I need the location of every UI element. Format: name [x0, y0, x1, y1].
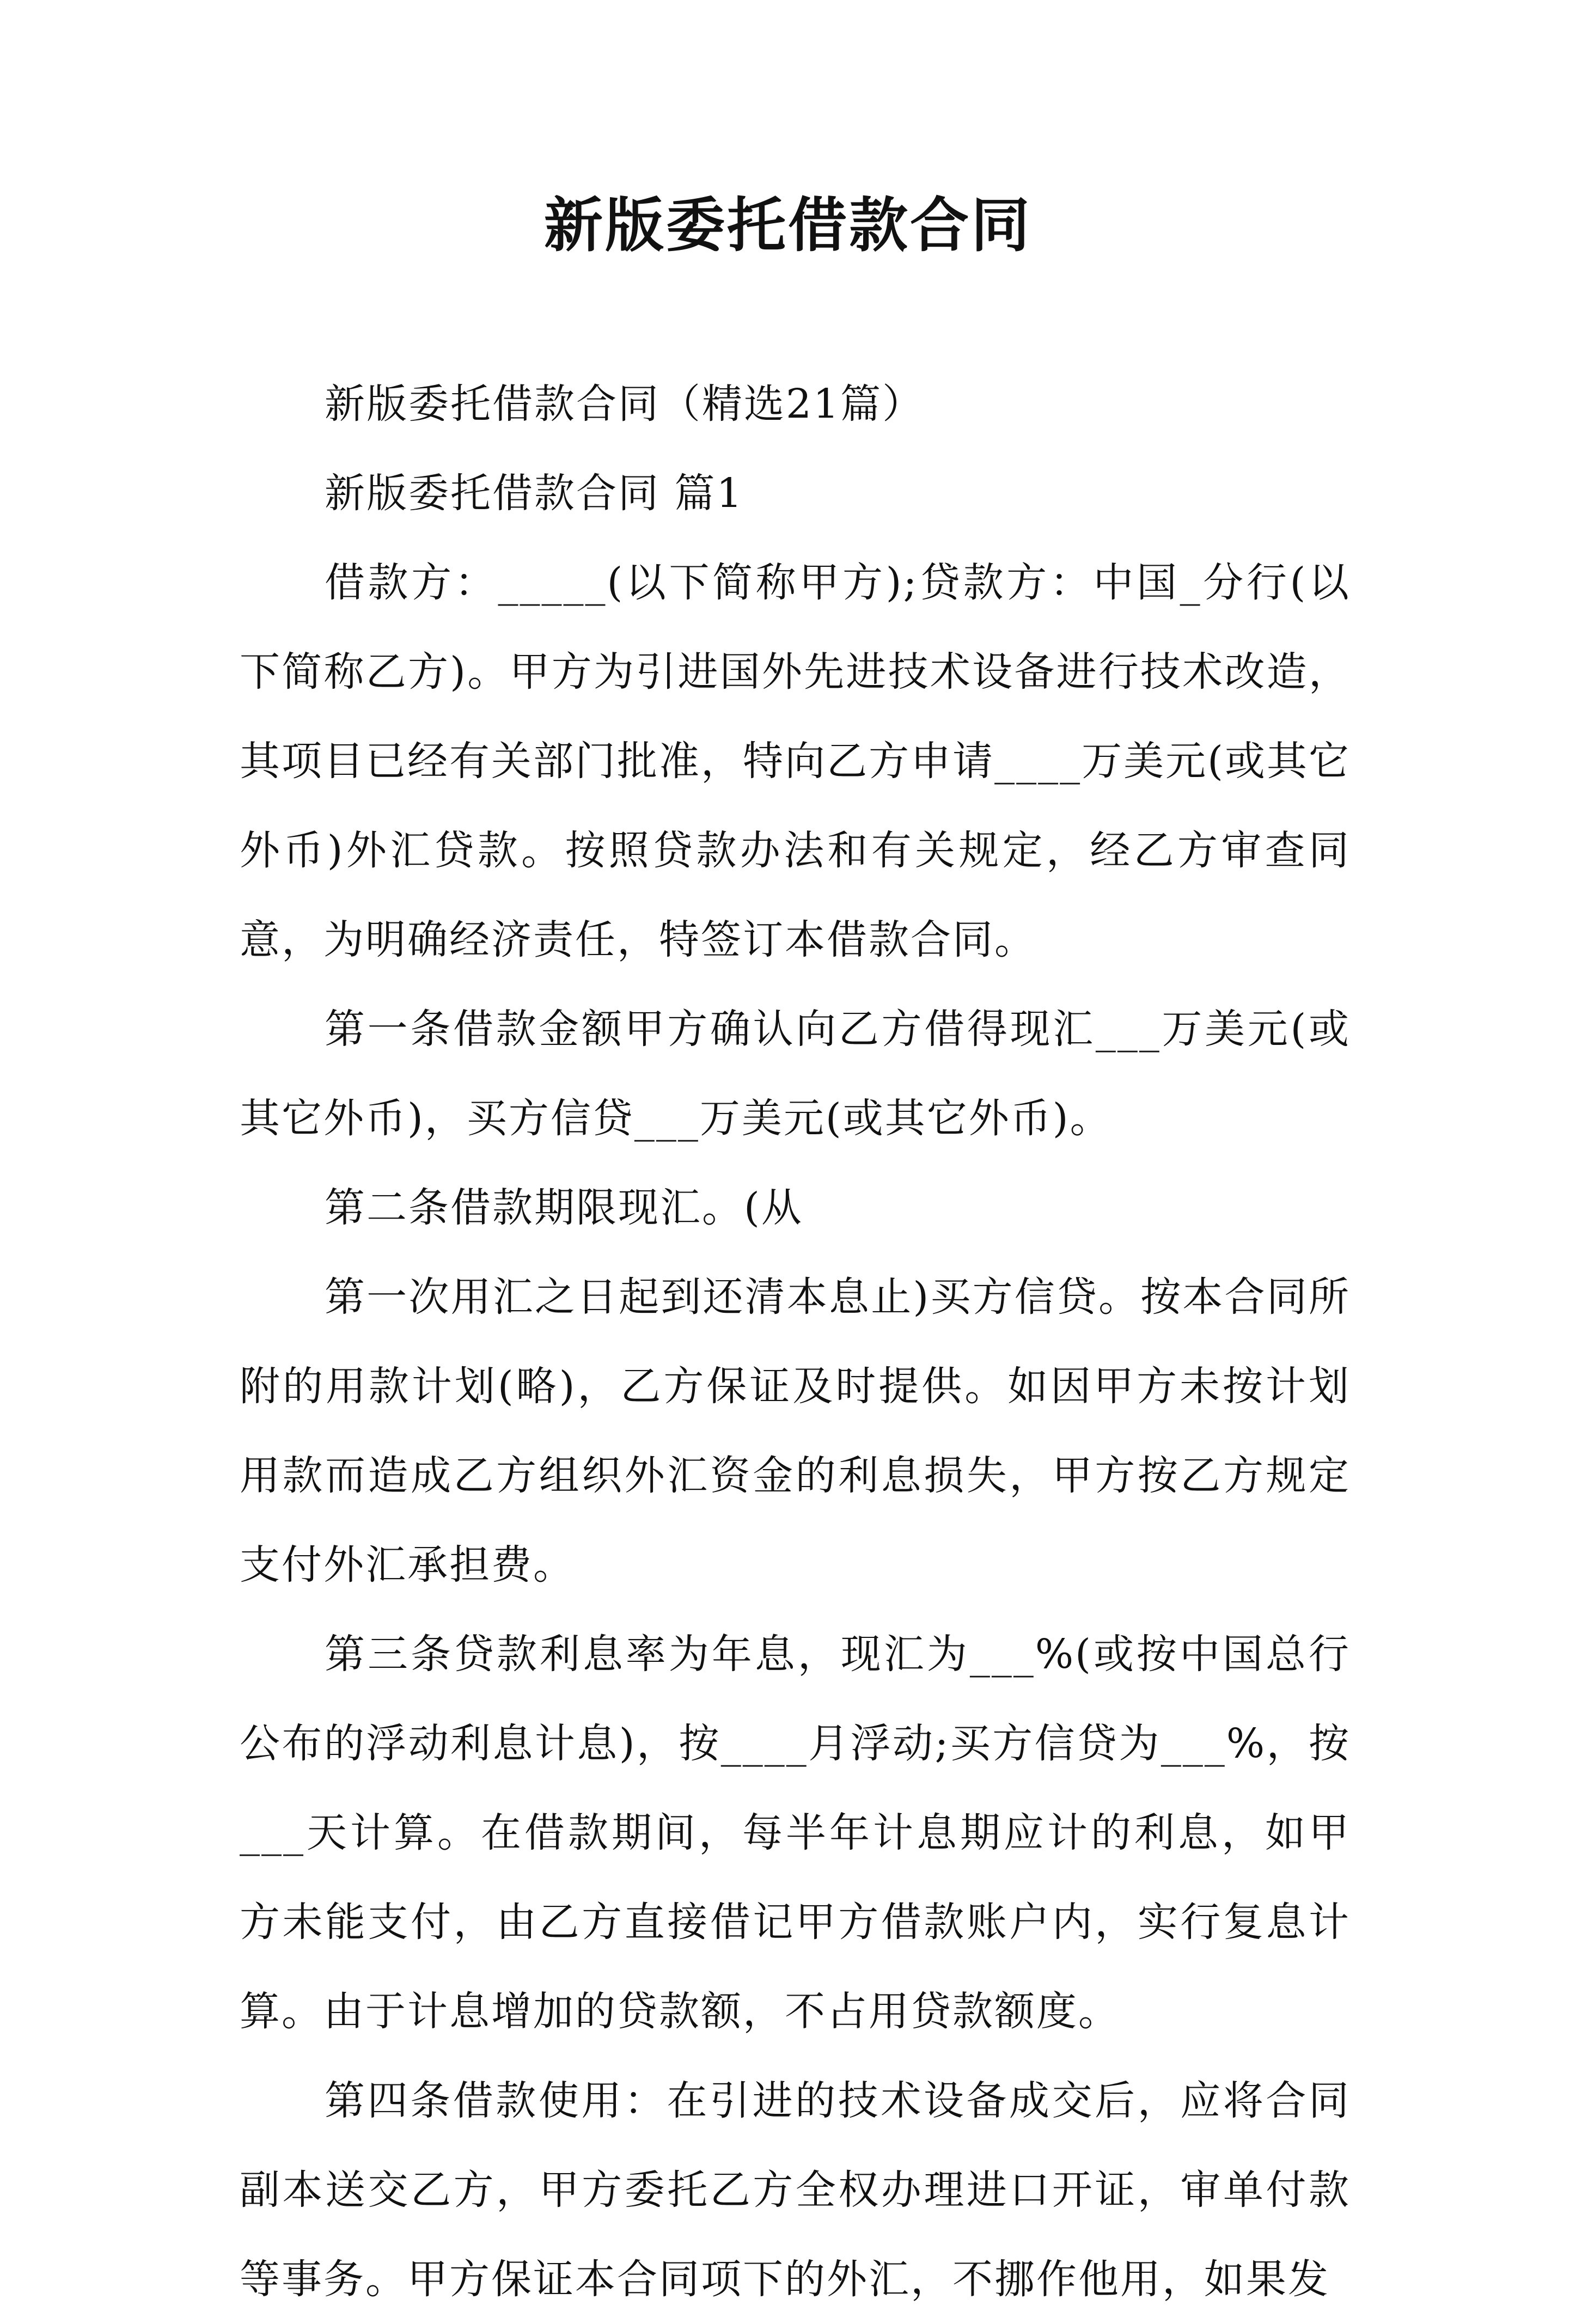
document-title: 新版委托借款合同 — [543, 192, 1032, 260]
paragraph-article-3: 第三条贷款利息率为年息，现汇为___%(或按中国总行公布的浮动利息计息)，按____月浮动;买方信贷为___%，按___天计算。在借款期间，每半年计息期应计的利息，如甲方未能支付，由乙方直接借记甲方借款账户内，实行复息计算。由于计息增加的贷款额，不占用贷款额度。 — [240, 1631, 1351, 2035]
paragraph-parties: 借款方：_____(以下简称甲方);贷款方：中国_分行(以下简称乙方)。甲方为引进国外先进技术设备进行技术改造，其项目已经有关部门批准，特向乙方申请____万美元(或其它外币)外汇贷款。按照贷款办法和有关规定，经乙方审查同意，为明确经济责任，特签订本借款合同。 — [240, 559, 1351, 963]
paragraph-article-2: 第二条借款期限现汇。(从 — [325, 1184, 803, 1231]
paragraph-article-4: 第四条借款使用：在引进的技术设备成交后，应将合同副本送交乙方，甲方委托乙方全权办理进口开证，审单付款等事务。甲方保证本合同项下的外汇，不挪作他用，如果发 — [240, 2077, 1351, 2303]
paragraph-article-2-cont: 第一次用汇之日起到还清本息止)买方信贷。按本合同所附的用款计划(略)，乙方保证及时提供。如因甲方未按计划用款而造成乙方组织外汇资金的利息损失，甲方按乙方规定支付外汇承担费。 — [240, 1274, 1351, 1588]
document-body — [240, 359, 1351, 2324]
paragraph-section-heading: 新版委托借款合同 篇1 — [325, 470, 744, 517]
paragraph-article-1: 第一条借款金额甲方确认向乙方借得现汇___万美元(或其它外币)，买方信贷___万美元(或其它外币)。 — [240, 1006, 1351, 1142]
paragraph-subtitle: 新版委托借款合同（精选21篇） — [325, 381, 925, 427]
